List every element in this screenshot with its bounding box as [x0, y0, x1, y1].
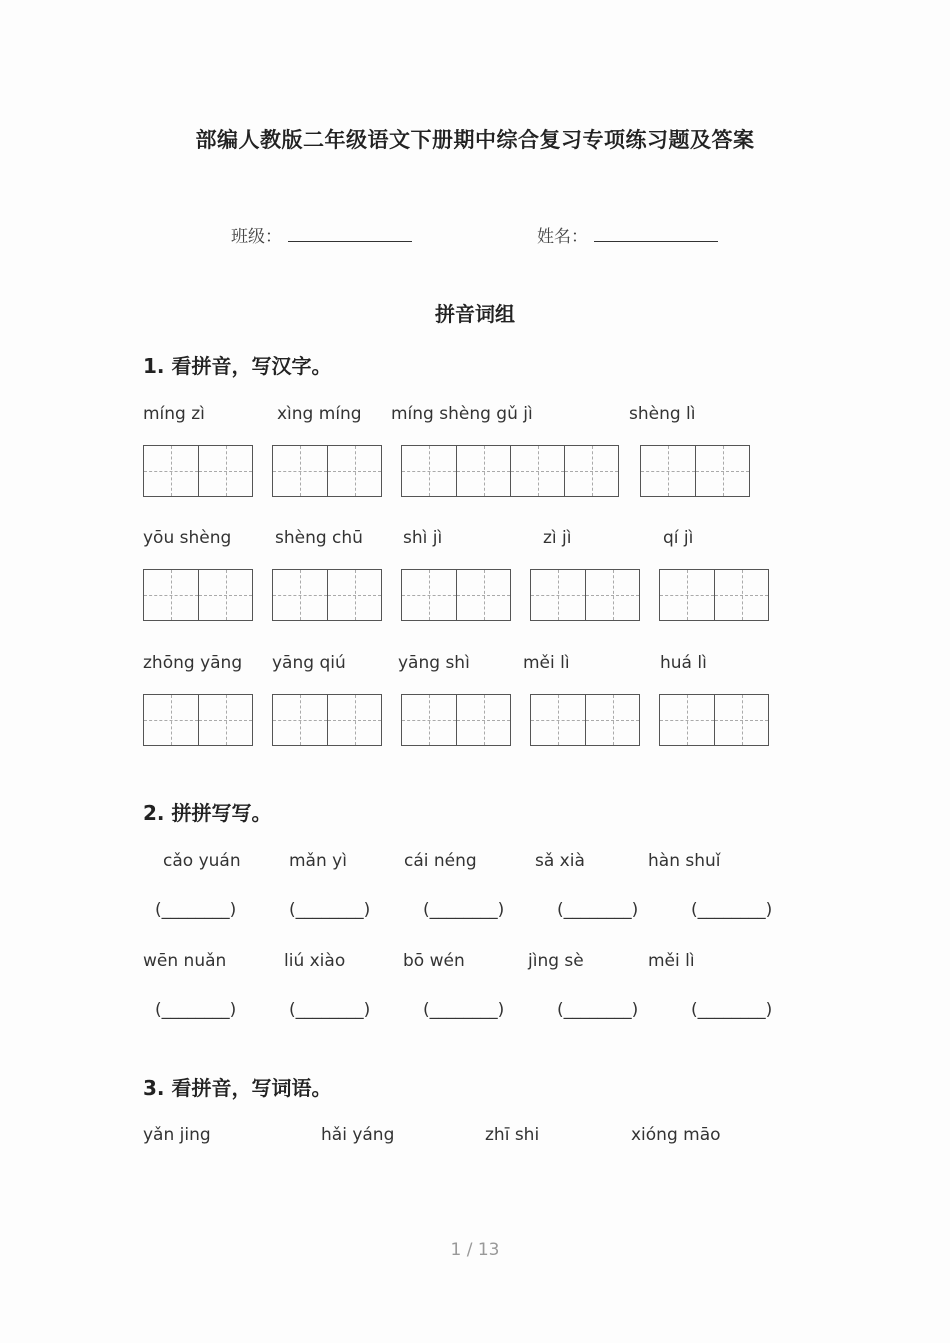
q2-pinyin: wēn nuǎn — [143, 951, 227, 971]
writing-grid[interactable] — [401, 694, 511, 746]
q1-pinyin: míng shèng gǔ jì — [391, 404, 533, 424]
writing-grid[interactable] — [530, 694, 640, 746]
answer-blank[interactable]: (________) — [557, 1000, 639, 1020]
writing-grid[interactable] — [143, 694, 253, 746]
q1-pinyin: huá lì — [660, 653, 707, 673]
answer-blank[interactable]: (________) — [691, 900, 773, 920]
q3-pinyin: yǎn jing — [143, 1125, 211, 1145]
page-indicator: 1 / 13 — [450, 1240, 500, 1260]
writing-grid[interactable] — [530, 569, 640, 621]
q1-pinyin: shì jì — [403, 528, 443, 548]
q3-pinyin: xióng māo — [631, 1125, 721, 1145]
writing-grid[interactable] — [272, 569, 382, 621]
question-2-heading: 2. 拼拼写写。 — [143, 801, 272, 825]
question-1-heading: 1. 看拼音，写汉字。 — [143, 354, 332, 378]
answer-blank[interactable]: (________) — [155, 1000, 237, 1020]
name-label: 姓名： — [537, 227, 588, 247]
q2-pinyin: mǎn yì — [289, 851, 347, 871]
q1-pinyin: yāng qiú — [272, 653, 346, 673]
q1-pinyin: zhōng yāng — [143, 653, 243, 673]
q1-pinyin: yāng shì — [398, 653, 470, 673]
writing-grid[interactable] — [401, 569, 511, 621]
q3-pinyin: zhī shi — [485, 1125, 540, 1145]
q2-pinyin: měi lì — [648, 951, 695, 971]
name-blank[interactable] — [594, 241, 718, 242]
answer-blank[interactable]: (________) — [691, 1000, 773, 1020]
answer-blank[interactable]: (________) — [289, 1000, 371, 1020]
writing-grid[interactable] — [401, 445, 619, 497]
writing-grid[interactable] — [659, 569, 769, 621]
writing-grid[interactable] — [659, 694, 769, 746]
q1-pinyin: míng zì — [143, 404, 205, 424]
writing-grid[interactable] — [143, 569, 253, 621]
q1-pinyin: měi lì — [523, 653, 570, 673]
q2-pinyin: bō wén — [403, 951, 465, 971]
q2-pinyin: cǎo yuán — [163, 851, 241, 871]
writing-grid[interactable] — [640, 445, 750, 497]
q1-pinyin: xìng míng — [277, 404, 362, 424]
answer-blank[interactable]: (________) — [289, 900, 371, 920]
q1-pinyin: shèng chū — [275, 528, 363, 548]
q2-pinyin: cái néng — [404, 851, 477, 871]
q1-pinyin: yōu shèng — [143, 528, 232, 548]
answer-blank[interactable]: (________) — [423, 900, 505, 920]
q1-pinyin: shèng lì — [629, 404, 696, 424]
q1-pinyin: qí jì — [663, 528, 694, 548]
q2-pinyin: jìng sè — [528, 951, 584, 971]
q2-pinyin: hàn shuǐ — [648, 851, 721, 871]
writing-grid[interactable] — [272, 445, 382, 497]
document-title: 部编人教版二年级语文下册期中综合复习专项练习题及答案 — [195, 128, 755, 152]
answer-blank[interactable]: (________) — [557, 900, 639, 920]
q1-pinyin: zì jì — [543, 528, 572, 548]
answer-blank[interactable]: (________) — [155, 900, 237, 920]
answer-blank[interactable]: (________) — [423, 1000, 505, 1020]
class-blank[interactable] — [288, 241, 412, 242]
q3-pinyin: hǎi yáng — [321, 1125, 395, 1145]
question-3-heading: 3. 看拼音，写词语。 — [143, 1076, 332, 1100]
writing-grid[interactable] — [272, 694, 382, 746]
q2-pinyin: liú xiào — [284, 951, 346, 971]
section-title: 拼音词组 — [435, 302, 515, 326]
q2-pinyin: sǎ xià — [535, 851, 585, 871]
writing-grid[interactable] — [143, 445, 253, 497]
class-label: 班级： — [231, 227, 282, 247]
